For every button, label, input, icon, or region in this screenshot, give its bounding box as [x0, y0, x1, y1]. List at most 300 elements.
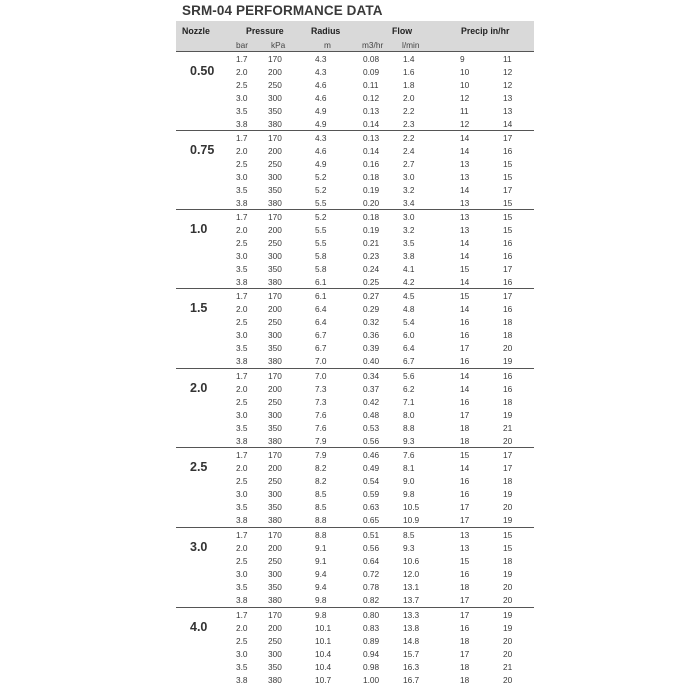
table-cell: 350 [268, 264, 282, 274]
table-cell: 16 [503, 304, 513, 314]
table-cell: 15 [503, 530, 513, 540]
table-cell: 10.1 [315, 636, 332, 646]
table-row [176, 635, 534, 648]
table-cell: 8.2 [315, 463, 327, 473]
table-cell: 8.8 [403, 423, 415, 433]
table-cell: 7.3 [315, 397, 327, 407]
table-cell: 21 [503, 662, 513, 672]
table-cell: 1.7 [236, 610, 248, 620]
table-cell: 380 [268, 119, 282, 130]
table-cell: 3.0 [236, 649, 248, 659]
table-cell: 8.1 [403, 463, 415, 473]
table-cell: 300 [268, 489, 282, 499]
table-cell: 1.6 [403, 67, 415, 77]
table-cell: 5.8 [315, 251, 327, 261]
table-cell: 0.78 [363, 582, 380, 592]
table-cell: 13 [503, 106, 513, 116]
table-cell: 0.37 [363, 384, 380, 394]
table-cell: 2.0 [236, 146, 248, 156]
unit-m: m [324, 40, 331, 50]
table-cell: 17 [503, 463, 513, 473]
table-cell: 3.0 [403, 172, 415, 182]
table-cell: 10.4 [315, 662, 332, 672]
table-cell: 250 [268, 238, 282, 248]
table-cell: 7.9 [315, 436, 327, 447]
table-cell: 350 [268, 502, 282, 512]
table-row [176, 105, 534, 118]
table-cell: 0.98 [363, 662, 380, 672]
table-cell: 17 [503, 185, 513, 195]
table-cell: 9.3 [403, 543, 415, 553]
table-row [176, 342, 534, 355]
table-cell: 2.5 [236, 556, 248, 566]
table-row [176, 53, 534, 66]
table-cell: 16 [460, 356, 470, 367]
table-cell: 350 [268, 662, 282, 672]
table-cell: 19 [503, 489, 513, 499]
table-cell: 380 [268, 436, 282, 447]
table-row [176, 542, 534, 555]
table-cell: 0.29 [363, 304, 380, 314]
nozzle-label: 2.5 [190, 460, 208, 474]
table-cell: 4.3 [315, 133, 327, 143]
table-cell: 5.5 [315, 225, 327, 235]
table-cell: 15 [503, 225, 513, 235]
table-row [176, 383, 534, 396]
table-cell: 9.4 [315, 582, 327, 592]
table-cell: 3.5 [236, 582, 248, 592]
table-cell: 350 [268, 423, 282, 433]
table-row [176, 648, 534, 661]
table-cell: 10 [460, 67, 470, 77]
table-cell: 12 [503, 80, 513, 90]
table-cell: 16.7 [403, 675, 420, 686]
table-cell: 17 [460, 410, 470, 420]
nozzle-group [176, 209, 534, 290]
table-cell: 2.7 [403, 159, 415, 169]
table-cell: 0.94 [363, 649, 380, 659]
table-row [176, 171, 534, 184]
table-cell: 0.49 [363, 463, 380, 473]
table-cell: 8.5 [315, 489, 327, 499]
table-cell: 6.2 [403, 384, 415, 394]
table-cell: 8.0 [403, 410, 415, 420]
table-cell: 2.5 [236, 80, 248, 90]
table-cell: 5.5 [315, 198, 327, 209]
table-cell: 0.53 [363, 423, 380, 433]
table-cell: 21 [503, 423, 513, 433]
table-cell: 6.7 [315, 330, 327, 340]
table-row [176, 237, 534, 250]
table-cell: 16 [460, 569, 470, 579]
nozzle-group [176, 130, 534, 211]
table-cell: 14 [460, 463, 470, 473]
table-cell: 3.0 [236, 489, 248, 499]
table-row [176, 581, 534, 594]
table-cell: 0.11 [363, 80, 379, 90]
table-cell: 3.5 [236, 502, 248, 512]
table-cell: 0.14 [363, 146, 380, 156]
table-cell: 10.1 [315, 623, 332, 633]
table-cell: 15 [460, 450, 470, 460]
table-cell: 0.09 [363, 67, 380, 77]
table-cell: 300 [268, 330, 282, 340]
table-cell: 170 [268, 450, 282, 460]
table-cell: 0.54 [363, 476, 380, 486]
table-cell: 250 [268, 476, 282, 486]
table-cell: 5.8 [315, 264, 327, 274]
table-cell: 1.4 [403, 54, 415, 64]
table-cell: 13.8 [403, 623, 420, 633]
table-cell: 14 [460, 384, 470, 394]
table-cell: 13 [460, 172, 470, 182]
table-cell: 300 [268, 251, 282, 261]
table-cell: 19 [503, 515, 513, 526]
header-precip: Precip in/hr [461, 26, 510, 36]
table-cell: 6.1 [315, 277, 327, 288]
table-cell: 1.00 [363, 675, 380, 686]
nozzle-label: 2.0 [190, 381, 208, 395]
table-cell: 13 [460, 198, 470, 209]
table-cell: 20 [503, 675, 513, 686]
table-cell: 2.0 [236, 304, 248, 314]
table-cell: 16 [503, 238, 513, 248]
table-cell: 3.5 [236, 106, 248, 116]
table-cell: 13 [460, 225, 470, 235]
table-row [176, 529, 534, 542]
table-cell: 13.1 [403, 582, 420, 592]
table-cell: 2.0 [403, 93, 415, 103]
table-cell: 0.13 [363, 133, 380, 143]
table-cell: 200 [268, 623, 282, 633]
table-row [176, 488, 534, 501]
table-cell: 2.5 [236, 397, 248, 407]
unit-m3-per-hour: m3/hr [362, 40, 384, 50]
table-cell: 10.6 [403, 556, 420, 566]
table-row [176, 132, 534, 145]
performance-table [176, 0, 534, 700]
table-row [176, 555, 534, 568]
table-cell: 4.8 [403, 304, 415, 314]
table-cell: 6.4 [315, 304, 327, 314]
table-cell: 19 [503, 569, 513, 579]
table-row [176, 475, 534, 488]
table-cell: 3.0 [236, 251, 248, 261]
table-cell: 3.5 [236, 423, 248, 433]
table-cell: 3.8 [403, 251, 415, 261]
table-cell: 4.9 [315, 159, 327, 169]
table-cell: 4.6 [315, 80, 327, 90]
table-cell: 4.6 [315, 146, 327, 156]
table-cell: 300 [268, 649, 282, 659]
table-cell: 14 [460, 304, 470, 314]
table-cell: 15 [503, 212, 513, 222]
table-cell: 4.1 [403, 264, 415, 274]
table-cell: 20 [503, 582, 513, 592]
nozzle-label: 4.0 [190, 620, 208, 634]
table-cell: 4.2 [403, 277, 415, 288]
table-cell: 200 [268, 463, 282, 473]
table-cell: 14 [460, 146, 470, 156]
unit-bar: bar [236, 40, 248, 50]
table-cell: 0.82 [363, 595, 380, 606]
table-row [176, 184, 534, 197]
table-cell: 7.1 [403, 397, 415, 407]
table-cell: 300 [268, 172, 282, 182]
table-cell: 5.5 [315, 238, 327, 248]
table-row [176, 211, 534, 224]
table-cell: 12.0 [403, 569, 420, 579]
table-cell: 13.7 [403, 595, 420, 606]
table-cell: 15 [460, 264, 470, 274]
table-cell: 4.6 [315, 93, 327, 103]
table-row [176, 594, 534, 607]
table-cell: 6.1 [315, 291, 327, 301]
table-cell: 18 [460, 582, 470, 592]
table-row [176, 263, 534, 276]
table-cell: 250 [268, 317, 282, 327]
table-cell: 7.6 [315, 423, 327, 433]
table-cell: 15 [460, 556, 470, 566]
table-cell: 170 [268, 610, 282, 620]
table-cell: 0.16 [363, 159, 380, 169]
table-cell: 0.36 [363, 330, 380, 340]
table-cell: 0.63 [363, 502, 380, 512]
table-cell: 300 [268, 410, 282, 420]
table-cell: 0.80 [363, 610, 380, 620]
table-cell: 16 [460, 623, 470, 633]
table-cell: 17 [460, 343, 470, 353]
table-cell: 14 [460, 277, 470, 288]
table-cell: 18 [503, 330, 513, 340]
table-cell: 20 [503, 595, 513, 606]
table-cell: 380 [268, 675, 282, 686]
table-cell: 0.59 [363, 489, 380, 499]
table-row [176, 622, 534, 635]
table-cell: 17 [503, 264, 513, 274]
table-cell: 16 [460, 476, 470, 486]
table-cell: 10.4 [315, 649, 332, 659]
table-cell: 0.12 [363, 93, 380, 103]
table-cell: 13.3 [403, 610, 420, 620]
table-cell: 2.5 [236, 238, 248, 248]
table-row [176, 609, 534, 622]
table-row [176, 329, 534, 342]
table-cell: 14 [460, 251, 470, 261]
table-cell: 18 [503, 476, 513, 486]
table-cell: 6.7 [403, 356, 415, 367]
table-cell: 7.6 [403, 450, 415, 460]
table-row [176, 422, 534, 435]
table-cell: 2.0 [236, 463, 248, 473]
table-cell: 3.0 [236, 569, 248, 579]
table-cell: 0.24 [363, 264, 380, 274]
table-cell: 0.32 [363, 317, 380, 327]
table-cell: 300 [268, 93, 282, 103]
header-nozzle: Nozzle [182, 26, 210, 36]
table-cell: 3.5 [236, 185, 248, 195]
table-cell: 11 [460, 106, 469, 116]
table-cell: 4.9 [315, 106, 327, 116]
table-cell: 10 [460, 80, 470, 90]
table-cell: 9.3 [403, 436, 415, 447]
table-cell: 0.42 [363, 397, 380, 407]
table-cell: 1.7 [236, 530, 248, 540]
table-cell: 16 [503, 146, 513, 156]
table-cell: 0.56 [363, 543, 380, 553]
table-cell: 0.20 [363, 198, 380, 209]
table-cell: 5.2 [315, 185, 327, 195]
table-cell: 3.0 [403, 212, 415, 222]
table-cell: 7.6 [315, 410, 327, 420]
table-cell: 13 [460, 543, 470, 553]
table-cell: 350 [268, 185, 282, 195]
table-cell: 250 [268, 159, 282, 169]
table-cell: 8.2 [315, 476, 327, 486]
table-cell: 17 [460, 595, 470, 606]
table-cell: 3.8 [236, 595, 248, 606]
table-cell: 20 [503, 343, 513, 353]
table-cell: 8.8 [315, 530, 327, 540]
table-cell: 0.64 [363, 556, 380, 566]
table-cell: 0.25 [363, 277, 380, 288]
table-cell: 0.23 [363, 251, 380, 261]
table-row [176, 409, 534, 422]
table-row [176, 158, 534, 171]
table-cell: 3.8 [236, 436, 248, 447]
table-cell: 350 [268, 106, 282, 116]
table-cell: 3.0 [236, 410, 248, 420]
table-cell: 0.72 [363, 569, 380, 579]
table-cell: 170 [268, 371, 282, 381]
nozzle-label: 1.5 [190, 301, 208, 315]
table-cell: 380 [268, 515, 282, 526]
table-row [176, 661, 534, 674]
table-cell: 7.0 [315, 371, 327, 381]
table-cell: 9.1 [315, 556, 327, 566]
nozzle-label: 0.50 [190, 64, 215, 78]
table-cell: 2.3 [403, 119, 415, 130]
table-cell: 1.7 [236, 450, 248, 460]
unit-kpa: kPa [271, 40, 286, 50]
table-row [176, 568, 534, 581]
table-cell: 13 [460, 212, 470, 222]
table-cell: 4.9 [315, 119, 327, 130]
table-cell: 17 [503, 133, 513, 143]
table-row [176, 396, 534, 409]
table-row [176, 355, 534, 368]
table-cell: 2.5 [236, 159, 248, 169]
table-cell: 12 [503, 67, 513, 77]
table-cell: 3.5 [236, 662, 248, 672]
table-cell: 16 [460, 397, 470, 407]
table-cell: 12 [460, 119, 470, 130]
table-cell: 1.8 [403, 80, 415, 90]
table-cell: 18 [503, 556, 513, 566]
table-cell: 11 [503, 54, 512, 64]
table-cell: 2.4 [403, 146, 415, 156]
table-cell: 1.7 [236, 212, 248, 222]
nozzle-group [176, 447, 534, 528]
table-cell: 0.65 [363, 515, 380, 526]
table-cell: 0.19 [363, 225, 380, 235]
table-cell: 20 [503, 502, 513, 512]
table-cell: 12 [460, 93, 470, 103]
table-cell: 0.18 [363, 212, 380, 222]
table-cell: 2.0 [236, 67, 248, 77]
table-cell: 5.2 [315, 212, 327, 222]
table-cell: 7.9 [315, 450, 327, 460]
table-cell: 0.39 [363, 343, 380, 353]
table-cell: 16 [460, 489, 470, 499]
table-row [176, 92, 534, 105]
table-row [176, 290, 534, 303]
table-cell: 18 [460, 636, 470, 646]
table-cell: 1.7 [236, 54, 248, 64]
table-cell: 6.0 [403, 330, 415, 340]
table-cell: 16 [503, 277, 513, 288]
table-row [176, 79, 534, 92]
table-cell: 0.08 [363, 54, 380, 64]
table-cell: 2.2 [403, 133, 415, 143]
table-cell: 200 [268, 67, 282, 77]
table-cell: 2.0 [236, 623, 248, 633]
table-cell: 15 [503, 543, 513, 553]
table-cell: 20 [503, 636, 513, 646]
table-cell: 17 [503, 291, 513, 301]
table-cell: 10.9 [403, 515, 420, 526]
table-row [176, 250, 534, 263]
table-cell: 5.6 [403, 371, 415, 381]
table-cell: 0.89 [363, 636, 380, 646]
table-cell: 0.34 [363, 371, 380, 381]
table-cell: 0.56 [363, 436, 380, 447]
header-radius: Radius [311, 26, 341, 36]
table-cell: 200 [268, 146, 282, 156]
table-cell: 0.27 [363, 291, 380, 301]
table-cell: 14 [460, 185, 470, 195]
table-header [176, 21, 534, 51]
table-cell: 18 [460, 662, 470, 672]
table-cell: 3.2 [403, 225, 415, 235]
table-cell: 200 [268, 304, 282, 314]
table-cell: 9.4 [315, 569, 327, 579]
table-cell: 0.46 [363, 450, 380, 460]
table-cell: 17 [460, 649, 470, 659]
table-cell: 7.3 [315, 384, 327, 394]
page-title: SRM-04 PERFORMANCE DATA [182, 3, 383, 18]
header-flow: Flow [392, 26, 413, 36]
table-row [176, 316, 534, 329]
nozzle-group [176, 368, 534, 449]
table-cell: 350 [268, 582, 282, 592]
table-cell: 8.8 [315, 515, 327, 526]
table-cell: 2.0 [236, 225, 248, 235]
table-cell: 1.7 [236, 291, 248, 301]
table-cell: 3.0 [236, 93, 248, 103]
table-cell: 0.13 [363, 106, 380, 116]
table-cell: 14 [460, 238, 470, 248]
table-cell: 170 [268, 133, 282, 143]
table-cell: 6.4 [403, 343, 415, 353]
table-cell: 250 [268, 80, 282, 90]
table-row [176, 449, 534, 462]
table-row [176, 66, 534, 79]
nozzle-group [176, 288, 534, 369]
table-cell: 250 [268, 636, 282, 646]
table-cell: 14.8 [403, 636, 420, 646]
table-cell: 13 [503, 93, 513, 103]
